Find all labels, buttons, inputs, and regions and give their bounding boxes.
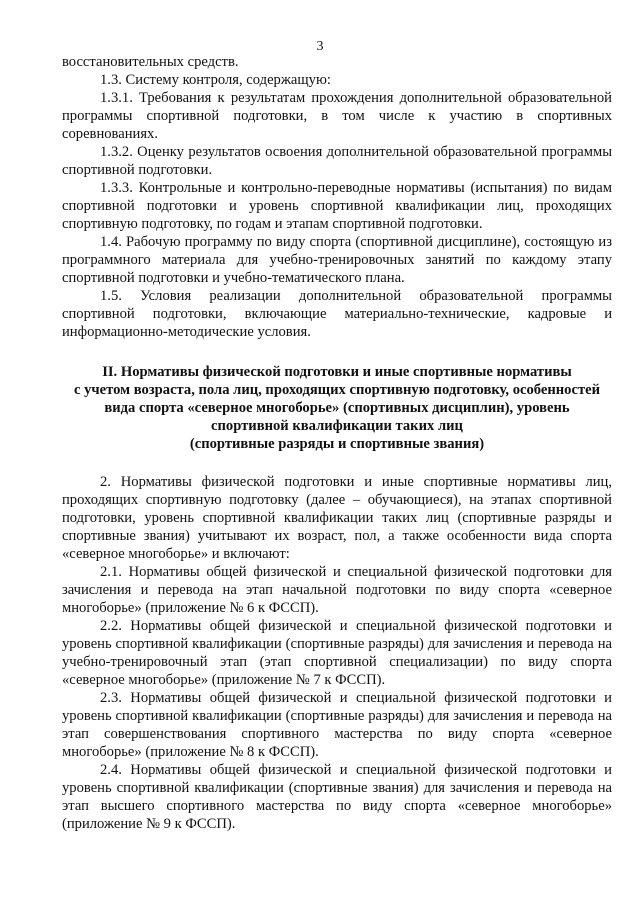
heading-line: II. Нормативы физической подготовки и иные спортивные нормативы	[102, 364, 572, 380]
paragraph-1-3-2: 1.3.2. Оценку результатов освоения дополнительной образовательной программы спортивной подготовки.	[62, 144, 612, 178]
paragraph-2-3: 2.3. Нормативы общей физической и специальной физической подготовки и уровень спортивной квалификации (спортивные разряды) для зачисления и перевода на этап совершенствования спортивного мастерства по виду спорта «северное многоборье» (приложение № 8 к ФССП).	[62, 690, 612, 760]
paragraph-1-3-1: 1.3.1. Требования к результатам прохождения дополнительной образовательной программы спортивной подготовки, в том числе к участию в спортивных соревнованиях.	[62, 90, 612, 142]
heading-line: вида спорта «северное многоборье» (спортивных дисциплин), уровень	[104, 400, 570, 416]
heading-line: спортивной квалификации таких лиц	[211, 418, 463, 434]
page-number: 3	[316, 39, 324, 54]
section-2-heading	[62, 363, 612, 453]
paragraph-2-4: 2.4. Нормативы общей физической и специальной физической подготовки и уровень спортивной квалификации (спортивные звания) для зачисления и перевода на этап высшего спортивного мастерства по виду спорта «северное многоборье» (приложение № 9 к ФССП).	[62, 762, 612, 832]
heading-line: с учетом возраста, пола лиц, проходящих спортивную подготовку, особенностей	[74, 382, 600, 398]
paragraph-1-4: 1.4. Рабочую программу по виду спорта (спортивной дисциплине), состоящую из программного материала для учебно-тренировочных занятий по каждому этапу спортивной подготовки и учебно-тематического плана.	[62, 234, 612, 286]
paragraph-1-3: 1.3. Систему контроля, содержащую:	[100, 72, 331, 88]
paragraph-2-2: 2.2. Нормативы общей физической и специальной физической подготовки и уровень спортивной квалификации (спортивные разряды) для зачисления и перевода на учебно-тренировочный этап (этап спортивной специализации) по виду спорта «северное многоборье» (приложение № 7 к ФССП).	[62, 618, 612, 688]
paragraph-1-3-3: 1.3.3. Контрольные и контрольно-переводные нормативы (испытания) по видам спортивной подготовки и уровень спортивной квалификации лиц, проходящих спортивную подготовку, по годам и этапам спортивной подготовки.	[62, 180, 612, 232]
paragraph-1-5: 1.5. Условия реализации дополнительной образовательной программы спортивной подготовки, включающие материально-технические, кадровые и информационно-методические условия.	[62, 288, 612, 340]
paragraph-2-1: 2.1. Нормативы общей физической и специальной физической подготовки для зачисления и перевода на этап начальной подготовки по виду спорта «северное многоборье» (приложение № 6 к ФССП).	[62, 564, 612, 616]
paragraph-2: 2. Нормативы физической подготовки и иные спортивные нормативы лиц, проходящих спортивную подготовку (далее – обучающиеся), на этапах спортивной подготовки, уровень спортивной квалификации таких лиц (спортивные разряды и спортивные звания) учитывают их возраст, пол, а также особенности вида спорта «северное многоборье» и включают:	[62, 474, 612, 562]
paragraph-continuation: восстановительных средств.	[62, 54, 239, 70]
heading-line: (спортивные разряды и спортивные звания)	[189, 436, 485, 452]
document-body	[62, 53, 612, 833]
